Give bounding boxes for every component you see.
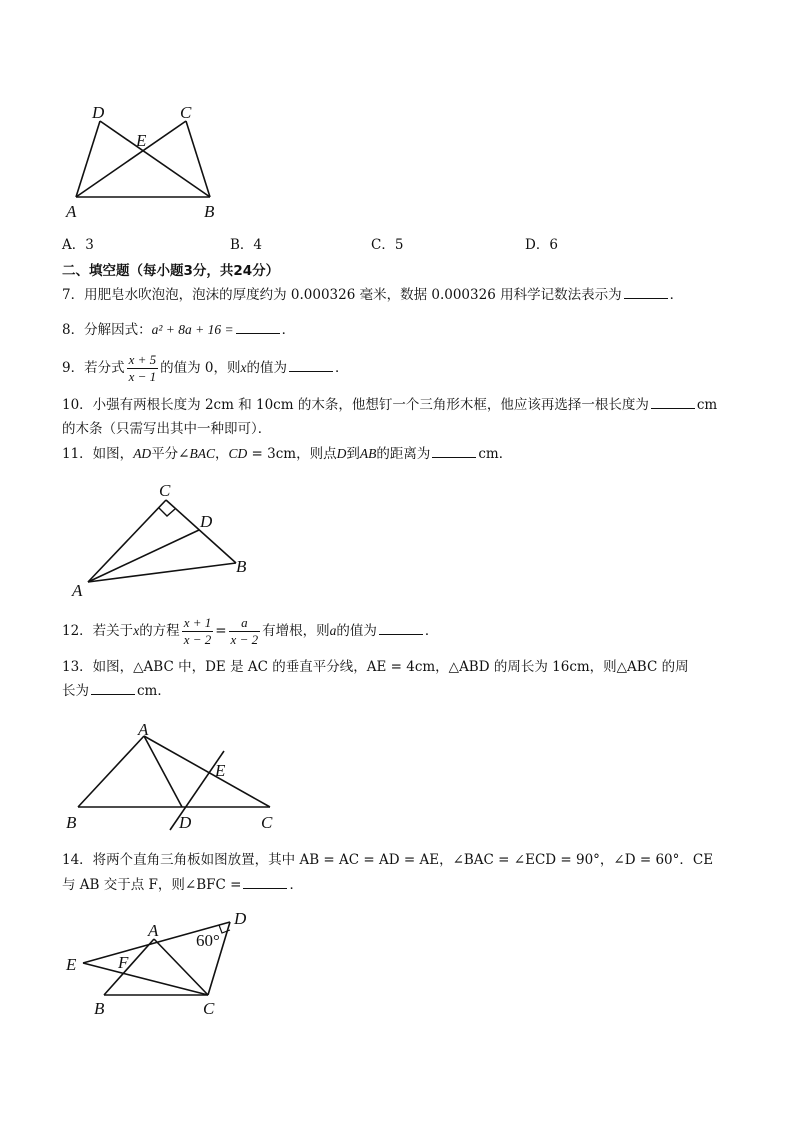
q9-fraction bbox=[127, 352, 159, 385]
label-D: D bbox=[92, 103, 105, 122]
q13-line2b: cm． bbox=[137, 683, 171, 699]
q7-end: ． bbox=[669, 287, 684, 303]
answer-blank-10[interactable] bbox=[651, 396, 695, 409]
q11-mid2: ， bbox=[215, 446, 229, 462]
label-E: E bbox=[136, 131, 147, 150]
q11-mid4: 到 bbox=[346, 446, 360, 462]
label-F: F bbox=[118, 953, 129, 972]
q8-end: ． bbox=[281, 322, 296, 338]
question-10-line2: 的木条（只需写出其中一种即可）． bbox=[62, 421, 272, 437]
option-c[interactable]: C．5 bbox=[371, 237, 404, 253]
q11-ab: AB bbox=[359, 446, 377, 461]
question-14-line2 bbox=[62, 875, 303, 895]
label-C: C bbox=[180, 103, 192, 122]
q9-middle: 的值为 0，则 bbox=[160, 360, 241, 376]
question-8 bbox=[62, 320, 295, 340]
q12-a: a bbox=[329, 623, 337, 638]
q8-prefix: 8．分解因式： bbox=[62, 322, 152, 338]
label-C: C bbox=[159, 481, 171, 500]
q12-eq: = bbox=[215, 623, 227, 639]
q10-line1: 10．小强有两根长度为 2cm 和 10cm 的木条，他想钉一个三角形木框，他应该再选择一根长度为 bbox=[62, 397, 649, 413]
q12-mid2: 有增根，则 bbox=[262, 623, 330, 639]
question-9 bbox=[62, 348, 349, 388]
figure-q6-trapezoid bbox=[60, 100, 230, 225]
q12-fraction-left bbox=[182, 615, 214, 648]
question-12 bbox=[62, 611, 438, 651]
q14-line2a: 与 AB 交于点 F，则∠BFC = bbox=[62, 877, 242, 893]
q11-mid5: 的距离为 bbox=[376, 446, 431, 462]
answer-blank-11[interactable] bbox=[432, 445, 476, 458]
label-A: A bbox=[72, 581, 83, 600]
q11-prefix: 11．如图， bbox=[62, 446, 134, 462]
label-B: B bbox=[204, 202, 215, 221]
answer-blank-8[interactable] bbox=[236, 321, 280, 334]
figure-q11-right-triangle bbox=[62, 476, 262, 601]
question-11 bbox=[62, 444, 512, 464]
q11-d: D bbox=[336, 446, 347, 461]
q8-expr: a² + 8a + 16 = bbox=[151, 322, 234, 337]
question-13-line2 bbox=[62, 681, 171, 701]
question-10-line1 bbox=[62, 395, 717, 415]
label-B: B bbox=[66, 813, 77, 832]
figure-q14-set-squares bbox=[62, 906, 262, 1024]
label-A: A bbox=[66, 202, 77, 221]
q14-line2b: ． bbox=[289, 877, 303, 893]
label-B: B bbox=[94, 999, 105, 1018]
q11-bac: BAC bbox=[189, 446, 215, 461]
q9-numerator: x + 5 bbox=[128, 352, 157, 367]
q9-var: x bbox=[240, 360, 247, 375]
label-D: D bbox=[200, 512, 213, 531]
q11-ad: AD bbox=[133, 446, 152, 461]
q12-num1: x + 1 bbox=[183, 615, 212, 630]
label-A: A bbox=[148, 921, 159, 940]
option-a[interactable]: A．3 bbox=[62, 237, 94, 253]
answer-blank-12[interactable] bbox=[379, 622, 423, 635]
option-d[interactable]: D．6 bbox=[525, 237, 558, 253]
q12-end: ． bbox=[424, 623, 439, 639]
q12-den1: x − 2 bbox=[183, 632, 212, 647]
answer-blank-13[interactable] bbox=[91, 682, 135, 695]
section-title: 二、填空题（每小题3分，共24分） bbox=[62, 263, 280, 279]
q12-suffix: 的值为 bbox=[336, 623, 377, 639]
q9-prefix: 9．若分式 bbox=[62, 360, 125, 376]
q9-suffix: 的值为 bbox=[246, 360, 288, 376]
q12-den2: x − 2 bbox=[230, 632, 259, 647]
q11-cd: CD bbox=[228, 446, 248, 461]
answer-blank-9[interactable] bbox=[289, 359, 333, 372]
q9-end: ． bbox=[335, 360, 349, 376]
label-C: C bbox=[261, 813, 273, 832]
answer-blank-7[interactable] bbox=[624, 286, 668, 299]
label-E: E bbox=[215, 761, 226, 780]
q12-prefix: 12．若关于 bbox=[62, 623, 134, 639]
label-D: D bbox=[234, 909, 247, 928]
question-7 bbox=[62, 285, 683, 305]
q9-denominator: x − 1 bbox=[128, 369, 157, 384]
answer-blank-14[interactable] bbox=[243, 876, 287, 889]
label-E: E bbox=[66, 955, 77, 974]
q7-text: 7．用肥皂水吹泡泡，泡沫的厚度约为 0.000326 毫米，数据 0.000326 用科学记数法表示为 bbox=[62, 287, 622, 303]
label-A: A bbox=[138, 720, 149, 739]
label-B: B bbox=[236, 557, 247, 576]
question-14-line1: 14．将两个直角三角板如图放置，其中 AB = AC = AD = AE，∠BAC = ∠ECD = 90°，∠D = 60°．CE bbox=[62, 852, 714, 868]
question-13-line1: 13．如图，△ABC 中，DE 是 AC 的垂直平分线，AE = 4cm，△ABD 的周长为 16cm，则△ABC 的周 bbox=[62, 659, 689, 675]
q12-x: x bbox=[133, 623, 140, 638]
q11-mid1: 平分∠ bbox=[151, 446, 190, 462]
q10-unit: cm bbox=[696, 397, 718, 413]
figure-q13-triangle bbox=[62, 718, 284, 836]
option-b[interactable]: B．4 bbox=[230, 237, 263, 253]
q11-end: cm． bbox=[478, 446, 513, 462]
label-angle-60: 60° bbox=[196, 931, 220, 950]
q12-num2: a bbox=[229, 615, 261, 632]
label-C: C bbox=[203, 999, 215, 1018]
q12-mid: 的方程 bbox=[139, 623, 180, 639]
q12-fraction-right bbox=[229, 615, 261, 648]
q13-line2a: 长为 bbox=[62, 683, 89, 699]
q11-mid3: = 3cm，则点 bbox=[247, 446, 337, 462]
label-D: D bbox=[179, 813, 192, 832]
